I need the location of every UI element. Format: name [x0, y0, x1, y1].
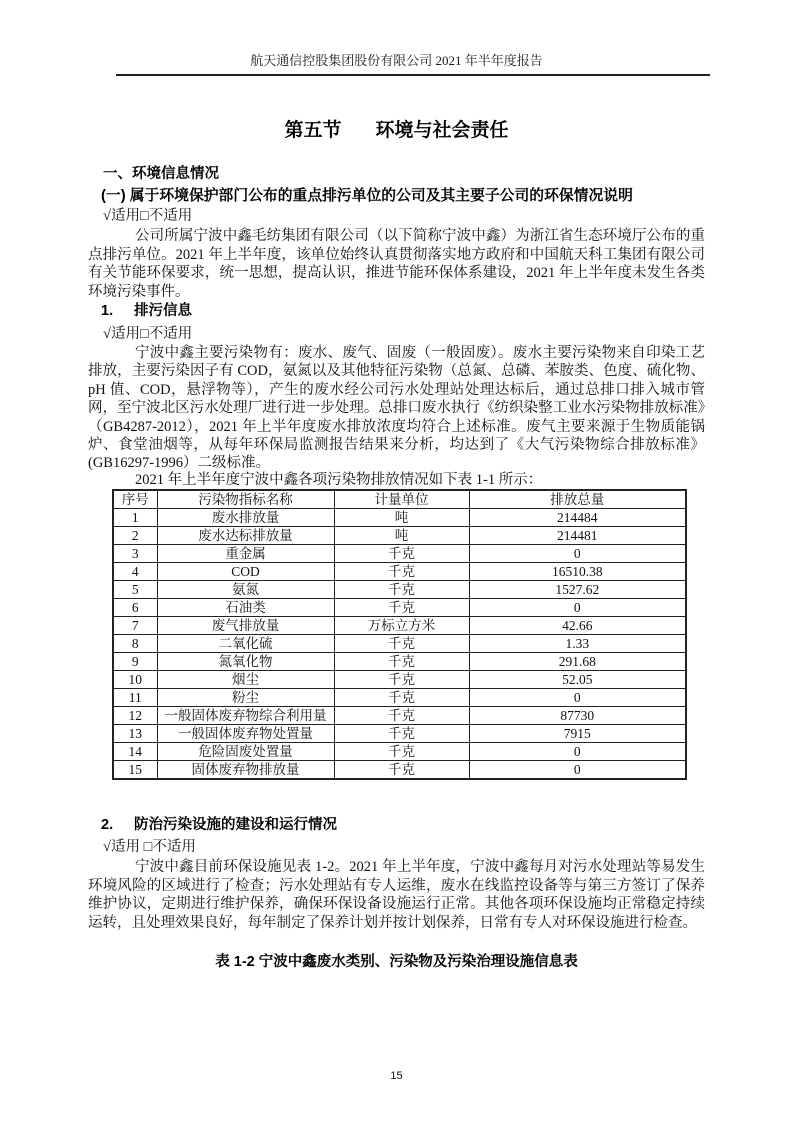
table-cell: 12 [113, 707, 157, 725]
table-cell: 氮氧化物 [157, 653, 334, 671]
table-cell: COD [157, 563, 334, 581]
table-cell: 291.68 [469, 653, 686, 671]
subsection-heading-key-polluter: (一) 属于环境保护部门公布的重点排污单位的公司及其主要子公司的环保情况说明 [101, 188, 633, 204]
table-cell: 7915 [469, 725, 686, 743]
table-cell: 9 [113, 653, 157, 671]
table-cell: 7 [113, 617, 157, 635]
table-cell: 一般固体废弃物处置量 [157, 725, 334, 743]
table-cell: 87730 [469, 707, 686, 725]
table-row [113, 743, 686, 761]
column-header: 排放总量 [469, 490, 686, 509]
table-cell: 千克 [334, 635, 469, 653]
table-cell: 石油类 [157, 599, 334, 617]
table-cell: 二氧化硫 [157, 635, 334, 653]
table-cell: 0 [469, 689, 686, 707]
table-row [113, 599, 686, 617]
table-cell: 千克 [334, 689, 469, 707]
table-row [113, 617, 686, 635]
table-cell: 千克 [334, 545, 469, 563]
table-row [113, 509, 686, 527]
table-cell: 214481 [469, 527, 686, 545]
paragraph-company-overview: 公司所属宁波中鑫毛纺集团有限公司（以下简称宁波中鑫）为浙江省生态环境厅公布的重点排污单位。2021 年上半年度，该单位始终认真贯彻落实地方政府和中国航天科工集团有限公司有关节能环保要求，统一思想，提高认识，推进节能环保体系建设，2021 年上半年度未发生各类环境污染事件。 [88, 228, 705, 300]
table-cell: 0 [469, 545, 686, 563]
table-row [113, 707, 686, 725]
table-cell: 3 [113, 545, 157, 563]
table-cell: 4 [113, 563, 157, 581]
table-cell: 千克 [334, 725, 469, 743]
column-header: 序号 [113, 490, 157, 509]
table-intro-line: 2021 年上半年度宁波中鑫各项污染物排放情况如下表 1-1 所示： [135, 472, 543, 488]
chapter-title [0, 115, 793, 142]
column-header: 污染物指标名称 [157, 490, 334, 509]
table-cell: 214484 [469, 509, 686, 527]
table-cell: 0 [469, 761, 686, 780]
table-row [113, 635, 686, 653]
paragraph-facilities-operation: 宁波中鑫目前环保设施见表 1-2。2021 年上半年度，宁波中鑫每月对污水处理站等易发生环境风险的区域进行了检查；污水处理站有专人运维，废水在线监控设备等与第三方签订了保养维护协议，定期进行维护保养，确保环保设备设施运行正常。其他各项环保设施均正常稳定持续运转，且处理效果良好，每年制定了保养计划并按计划保养，日常有专人对环保设施进行检查。 [88, 859, 705, 931]
table-cell: 11 [113, 689, 157, 707]
item-title: 防治污染设施的建设和运行情况 [134, 817, 337, 833]
table-cell: 固体废弃物排放量 [157, 761, 334, 780]
pollutant-emission-table [112, 489, 687, 780]
table-cell: 16510.38 [469, 563, 686, 581]
table-cell: 1 [113, 509, 157, 527]
item-heading-discharge-info [88, 302, 705, 320]
table-1-2-caption: 表 1-2 宁波中鑫废水类别、污染物及污染治理设施信息表 [215, 954, 578, 970]
table-header-row [113, 490, 686, 509]
item-heading-pollution-control-facilities [88, 816, 705, 834]
table-cell: 吨 [334, 509, 469, 527]
table-cell: 52.05 [469, 671, 686, 689]
table-cell: 1527.62 [469, 581, 686, 599]
table-cell: 13 [113, 725, 157, 743]
table-cell: 氨氮 [157, 581, 334, 599]
table-cell: 6 [113, 599, 157, 617]
table-row [113, 653, 686, 671]
chapter-name: 环境与社会责任 [375, 120, 509, 141]
table-cell: 粉尘 [157, 689, 334, 707]
applicability-line-2: √适用□不适用 [103, 326, 193, 342]
table-cell: 千克 [334, 581, 469, 599]
table-cell: 42.66 [469, 617, 686, 635]
table-row [113, 563, 686, 581]
table-row [113, 689, 686, 707]
table-cell: 14 [113, 743, 157, 761]
page-number: 15 [390, 1070, 403, 1082]
header-divider-line [116, 74, 710, 76]
table-cell: 15 [113, 761, 157, 780]
item-number: 2. [101, 817, 114, 833]
column-header: 计量单位 [334, 490, 469, 509]
table-cell: 万标立方米 [334, 617, 469, 635]
item-title: 排污信息 [134, 303, 192, 319]
table-row [113, 545, 686, 563]
paragraph-pollutants-detail: 宁波中鑫主要污染物有：废水、废气、固废（一般固废）。废水主要污染物来自印染工艺排放，主要污染因子有 COD，氨氮以及其他特征污染物（总氮、总磷、苯胺类、色度、硫化物、pH 值、COD，悬浮物等），产生的废水经公司污水处理站处理达标后，通过总排口排入城市管网，至宁波北区污水处理厂进行进一步处理。总排口废水执行《纺织染整工业水污染物排放标准》（GB4287-2012），2021 年上半年度废水排放浓度均符合上述标准。废气主要来源于生物质能锅炉、食堂油烟等，从每年环保局监测报告结果来分析，均达到了《大气污染物综合排放标准》(GB16297-1996）二级标准。 [88, 345, 705, 472]
table-cell: 重金属 [157, 545, 334, 563]
table-cell: 千克 [334, 563, 469, 581]
applicability-line-1: √适用□不适用 [103, 208, 193, 224]
table-row [113, 761, 686, 780]
table-cell: 一般固体废弃物综合利用量 [157, 707, 334, 725]
table-cell: 烟尘 [157, 671, 334, 689]
item-number: 1. [101, 303, 114, 319]
table-cell: 千克 [334, 743, 469, 761]
table-cell: 危险固废处置量 [157, 743, 334, 761]
page-header-text: 航天通信控股集团股份有限公司 2021 年半年度报告 [250, 53, 543, 68]
table-row [113, 671, 686, 689]
table-cell: 千克 [334, 671, 469, 689]
table-cell: 0 [469, 599, 686, 617]
section-heading-environment-info: 一、环境信息情况 [103, 166, 219, 182]
table-cell: 废水排放量 [157, 509, 334, 527]
table-cell: 废水达标排放量 [157, 527, 334, 545]
table-row [113, 527, 686, 545]
page-header [0, 53, 793, 69]
table-cell: 0 [469, 743, 686, 761]
table-cell: 吨 [334, 527, 469, 545]
table-cell: 废气排放量 [157, 617, 334, 635]
table-cell: 千克 [334, 653, 469, 671]
table-cell: 千克 [334, 707, 469, 725]
table-row [113, 725, 686, 743]
table-row [113, 581, 686, 599]
table-cell: 1.33 [469, 635, 686, 653]
table-cell: 千克 [334, 761, 469, 780]
table-cell: 5 [113, 581, 157, 599]
table-cell: 8 [113, 635, 157, 653]
applicability-line-3: √适用 □不适用 [103, 839, 196, 855]
table-cell: 10 [113, 671, 157, 689]
chapter-number: 第五节 [284, 120, 342, 141]
table-cell: 千克 [334, 599, 469, 617]
table-cell: 2 [113, 527, 157, 545]
